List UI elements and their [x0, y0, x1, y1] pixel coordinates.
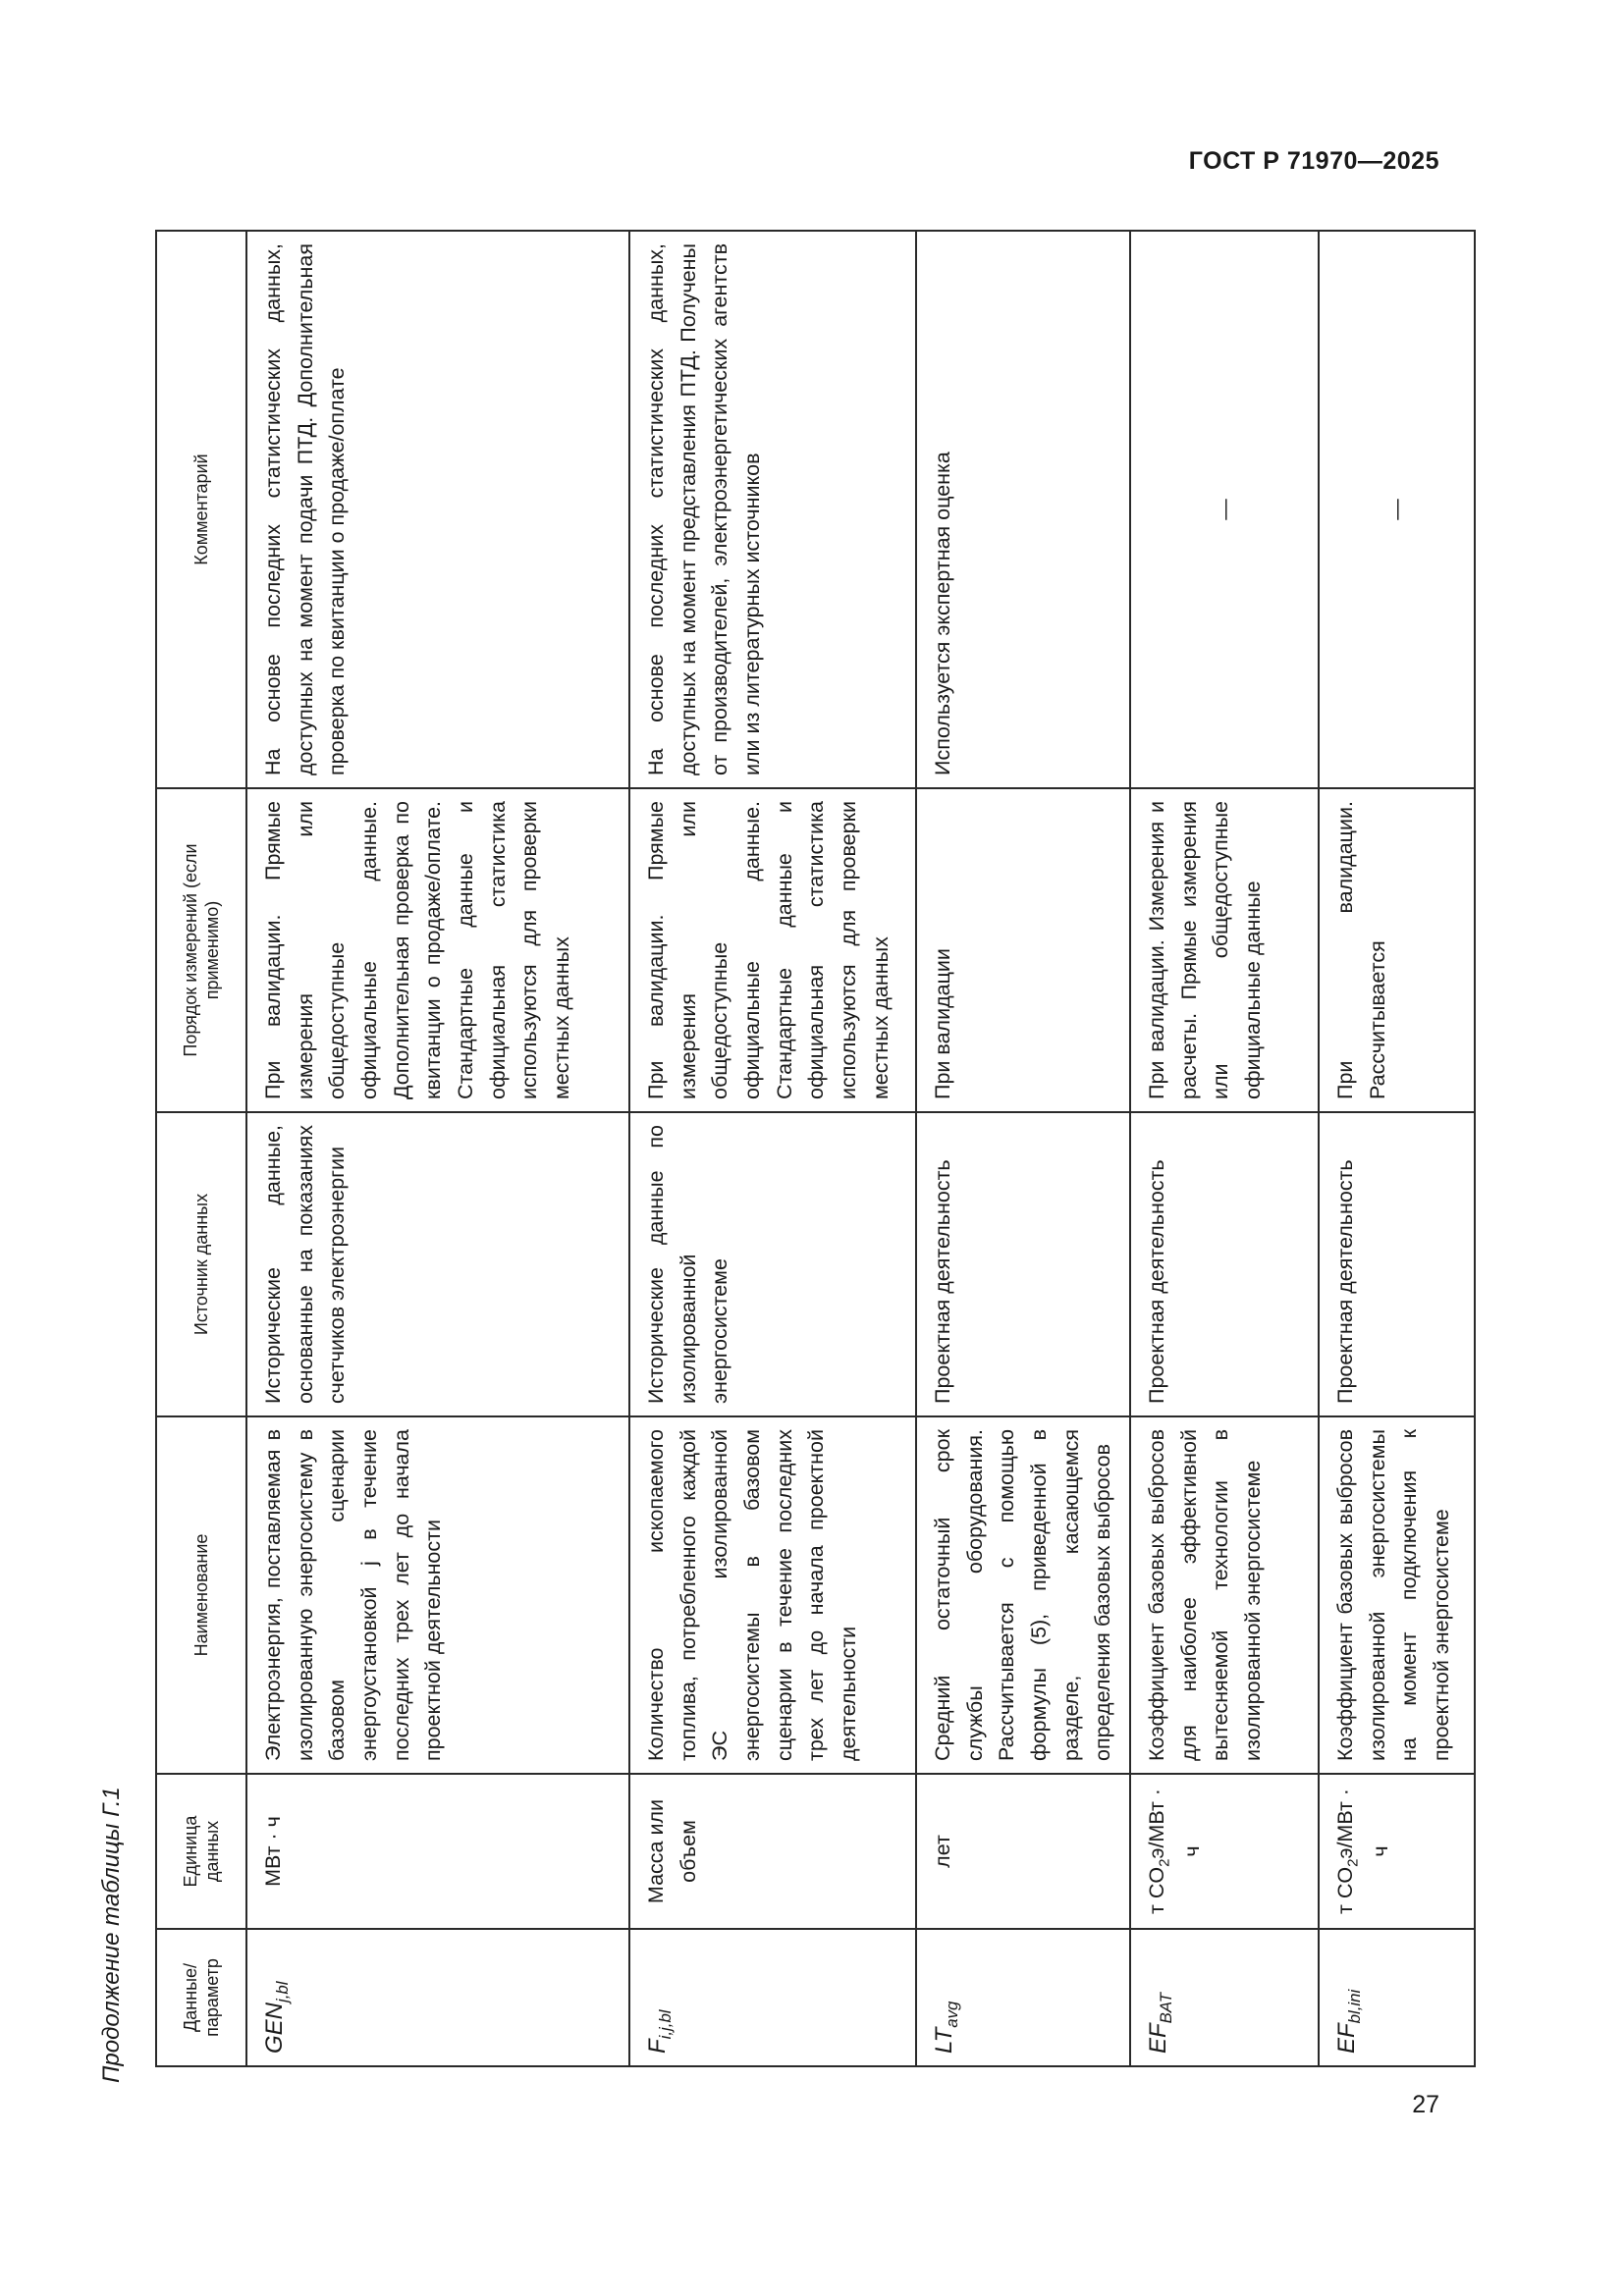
- standard-designation: ГОСТ Р 71970—2025: [1188, 147, 1439, 175]
- param-cell: [916, 1929, 1130, 2066]
- comment-cell: Используется экспертная оценка: [916, 231, 1130, 788]
- param-symbol: EF: [1145, 2023, 1172, 2054]
- unit-subscript: 2: [1156, 1858, 1173, 1867]
- name-cell: Количество ископаемого топлива, потребленного каждой ЭС изолированной энергосистемы в базовом сценарии в течение последних трех лет до начала проектной деятельности: [629, 1416, 916, 1774]
- unit-text: т CO: [1333, 1866, 1358, 1914]
- source-cell: Проектная деятельность: [1130, 1112, 1319, 1416]
- table-row: [246, 231, 629, 2066]
- procedure-cell: При валидации: [916, 788, 1130, 1112]
- page-number: 27: [1412, 2091, 1439, 2118]
- table-row: [916, 231, 1130, 2066]
- param-subscript: i,j,bl: [655, 2009, 675, 2040]
- param-cell: [1319, 1929, 1475, 2066]
- comment-cell: На основе последних статистических данных, доступных на момент подачи ПТД. Дополнительная проверка по квитанции о продаже/оплате: [246, 231, 629, 788]
- unit-cell: [1130, 1774, 1319, 1929]
- param-subscript: BAT: [1156, 1992, 1175, 2024]
- unit-suffix: э/МВт · ч: [1333, 1789, 1393, 1859]
- name-cell: Коэффициент базовых выбросов для наиболее эффективной вытесняемой технологии в изолированной энергосистеме: [1130, 1416, 1319, 1774]
- unit-subscript: 2: [1344, 1858, 1362, 1867]
- procedure-cell: При валидации. Прямые измерения или общедоступные официальные данные. Дополнительная проверка по квитанции о продаже/оплате. Стандартные данные и официальная статистика используются для проверки местных данных: [246, 788, 629, 1112]
- param-symbol: LT: [931, 2027, 957, 2054]
- param-symbol: EF: [1333, 2023, 1361, 2054]
- param-cell: [246, 1929, 629, 2066]
- param-symbol: GEN: [261, 2002, 288, 2054]
- param-subscript: avg: [942, 2001, 961, 2028]
- param-symbol: F: [644, 2039, 671, 2054]
- unit-cell: [1319, 1774, 1475, 1929]
- param-subscript: j,bl: [272, 1981, 292, 2002]
- unit-cell: [246, 1774, 629, 1929]
- column-header-name: Наименование: [156, 1416, 246, 1774]
- table-continuation-caption: Продолжение таблицы Г.1: [98, 1787, 125, 2083]
- unit-cell: [629, 1774, 916, 1929]
- unit-text: Масса или объем: [644, 1798, 700, 1904]
- name-cell: Средний остаточный срок службы оборудования. Рассчитывается с помощью формулы (5), приведенной в разделе, касающемся определения базовых выбросов: [916, 1416, 1130, 1774]
- source-cell: Исторические данные, основанные на показаниях счетчиков электроэнергии: [246, 1112, 629, 1416]
- table-row: [1130, 231, 1319, 2066]
- column-header-comment: Комментарий: [156, 231, 246, 788]
- comment-cell: —: [1319, 231, 1475, 788]
- name-cell: Коэффициент базовых выбросов изолированной энергосистемы на момент подключения к проектной энергосистеме: [1319, 1416, 1475, 1774]
- table-header-row: [156, 231, 246, 2066]
- unit-suffix: э/МВт · ч: [1145, 1789, 1205, 1859]
- parameters-table: [155, 230, 1476, 2067]
- procedure-cell: При валидации. Измерения и расчеты. Прямые измерения или общедоступные официальные данные: [1130, 788, 1319, 1112]
- name-cell: Электроэнергия, поставляемая в изолированную энергосистему в базовом сценарии энергоустановкой j в течение последних трех лет до начала проектной деятельности: [246, 1416, 629, 1774]
- table-row: [629, 231, 916, 2066]
- param-cell: [1130, 1929, 1319, 2066]
- source-cell: Проектная деятельность: [1319, 1112, 1475, 1416]
- column-header-parameter: Данные/ параметр: [156, 1929, 246, 2066]
- unit-cell: [916, 1774, 1130, 1929]
- table-row: [1319, 231, 1475, 2066]
- comment-cell: На основе последних статистических данных, доступных на момент представления ПТД. Получены от производителей, электроэнергетических агентств или из литературных источников: [629, 231, 916, 788]
- comment-cell: —: [1130, 231, 1319, 788]
- unit-text: т CO: [1145, 1866, 1169, 1914]
- unit-text: лет: [931, 1835, 954, 1868]
- param-cell: [629, 1929, 916, 2066]
- source-cell: Исторические данные по изолированной энергосистеме: [629, 1112, 916, 1416]
- source-cell: Проектная деятельность: [916, 1112, 1130, 1416]
- unit-text: МВт · ч: [261, 1816, 285, 1887]
- rotated-table-wrapper: [155, 232, 1454, 2067]
- param-subscript: bl,ini: [1344, 1989, 1364, 2024]
- column-header-source: Источник данных: [156, 1112, 246, 1416]
- column-header-unit: Единица данных: [156, 1774, 246, 1929]
- procedure-cell: При валидации. Прямые измерения или общедоступные официальные данные. Стандартные данные и официальная статистика используются для проверки местных данных: [629, 788, 916, 1112]
- column-header-procedure: Порядок измерений (если применимо): [156, 788, 246, 1112]
- procedure-cell: При валидации. Рассчитывается: [1319, 788, 1475, 1112]
